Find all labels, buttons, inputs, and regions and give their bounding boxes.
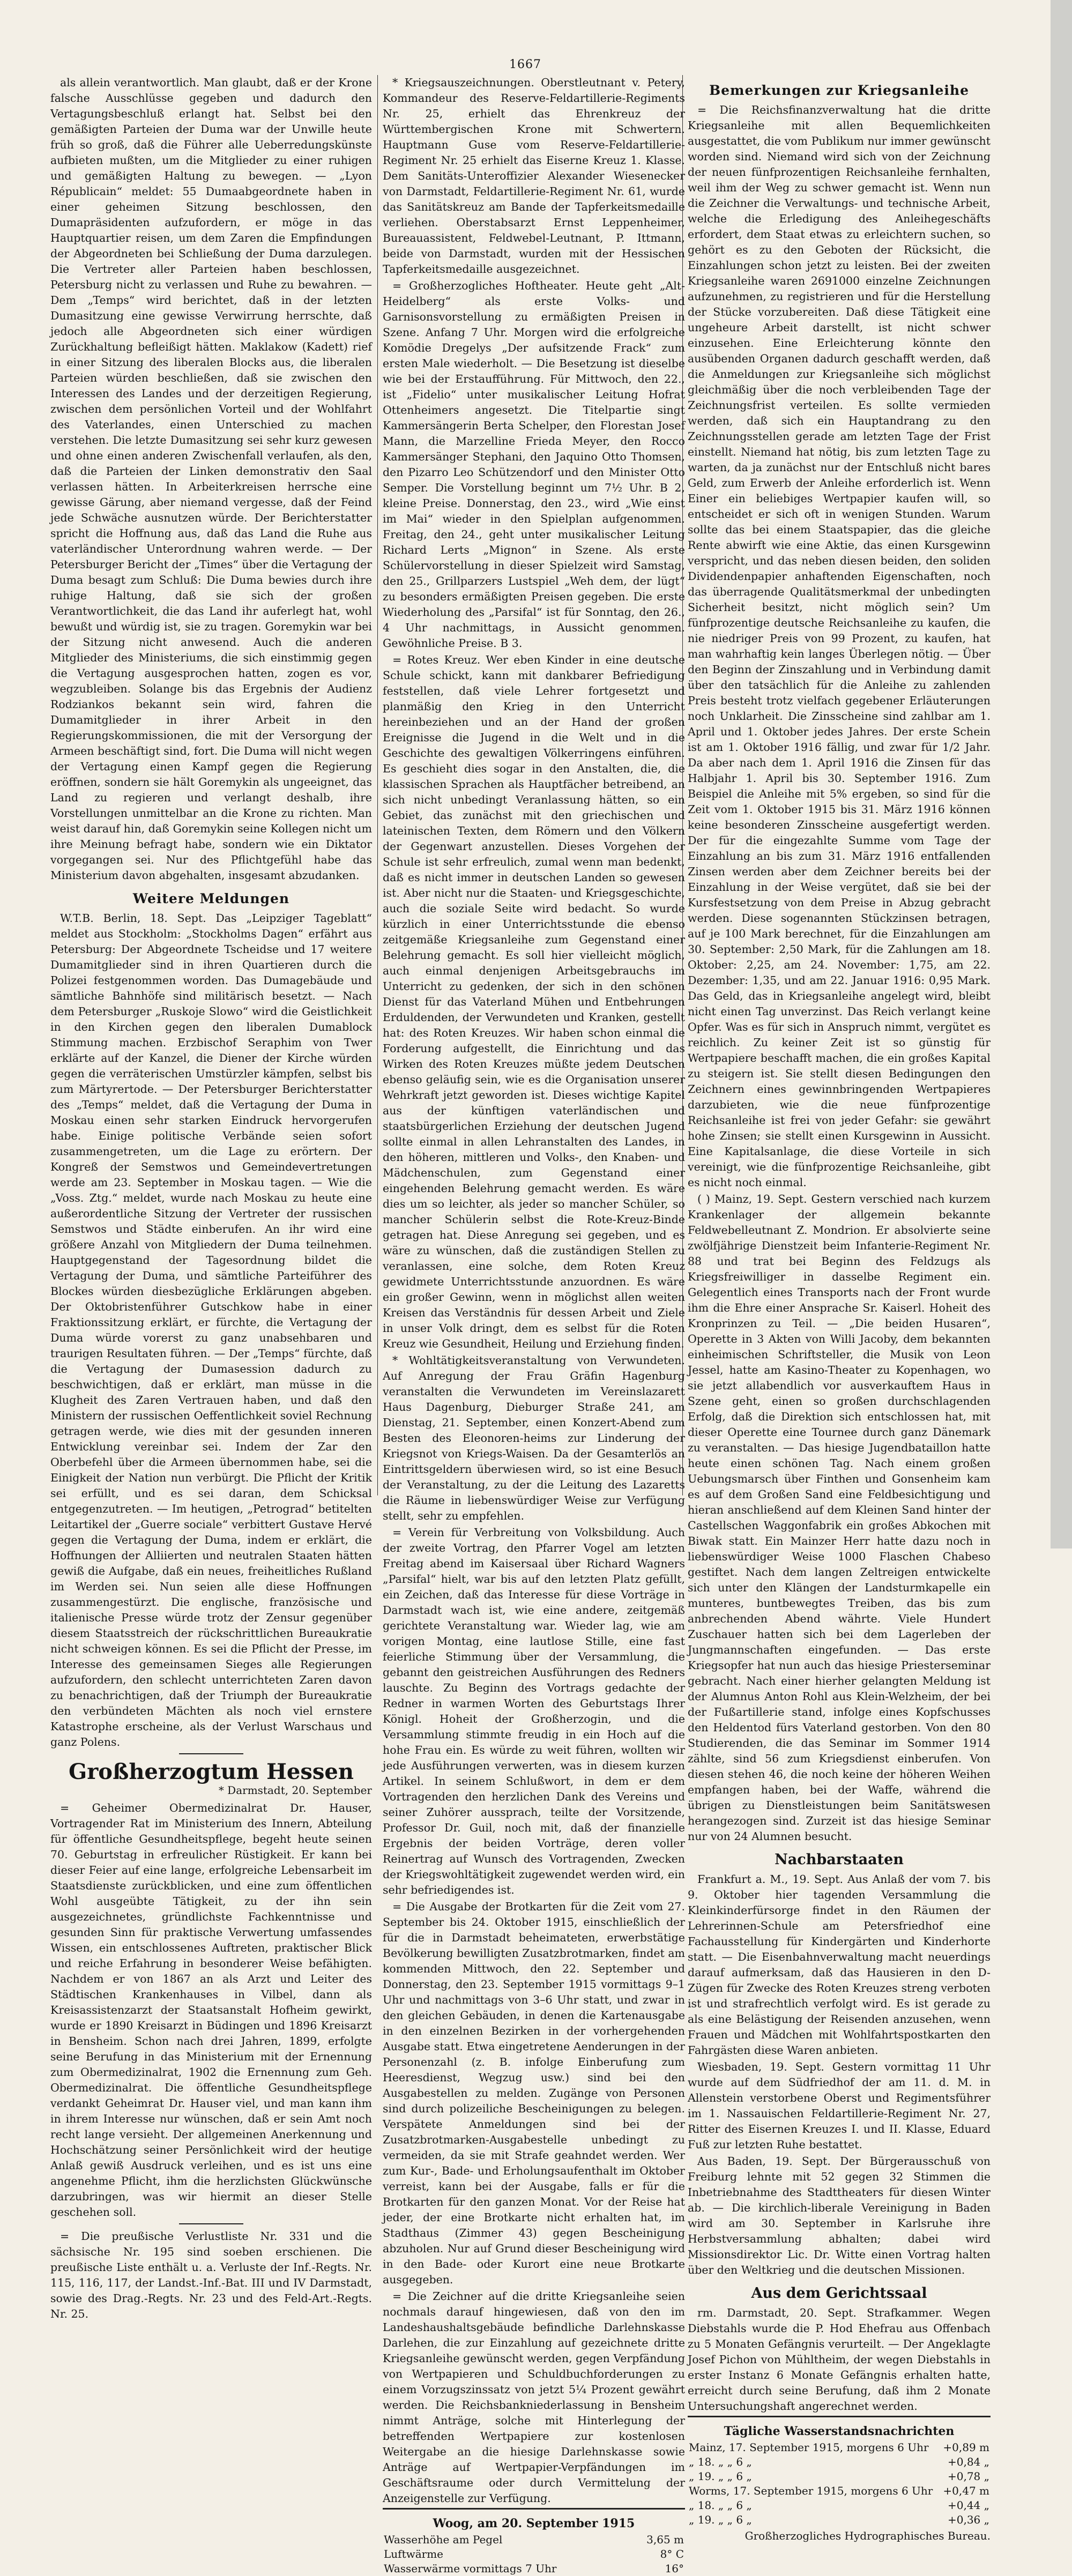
woog-value: 16°: [665, 2562, 684, 2575]
article-mainz: ( ) Mainz, 19. Sept. Gestern verschied nach kurzem Krankenlager der allgemein bekannte Feldwebelleutnant Z. Mondrion. Er absolvierte seine zwölfjährige Dienstzeit beim Infanterie-Regiment Nr. 88 und trat bei Beginn des Feldzugs als Kriegsfreiwilliger in dasselbe Regiment ein. Gelegentlich eines Transports nach der Front wurde ihm die Ehre einer Ansprache Sr. Kaiserl. Hoheit des Kronprinzen zu Teil. — „Die beiden Husaren“, Operette in 3 Akten von Willi Jacoby, dem bekannten einheimischen Schriftsteller, die Musik von Leon Jessel, hatte am Kasino-Theater zu Kopenhagen, wo sie jetzt allabendlich vor ausverkauftem Haus in Szene geht, einen so großen durchschlagenden Erfolg, daß die Direktion sich entschlossen hat, mit dieser Operette eine Tournee durch ganz Dänemark zu veranstalten. — Das hiesige Jugendbataillon hatte heute einen schönen Tag. Nach einem großen Uebungsmarsch über Finthen und Gonsenheim kam es auf dem Großen Sand eine Feldbesichtigung und hieran anschließend auf dem Kleinen Sand hinter der Castellschen Waggonfabrik ein großes Abkochen mit Biwak statt. Ein Mainzer Herr hatte dazu noch in liebenswürdiger Weise 1000 Flaschen Chabeso gestiftet. Nach dem langen Zeltreigen entwickelte sich unter den Klängen der Landsturmkapelle ein munteres, buntbewegtes Treiben, das bis zum anbrechenden Abend währte. Viele Hundert Zuschauer hatten sich bei dem Lagerleben der Jungmannschaften eingefunden. — Das erste Kriegsopfer hat nun auch das hiesige Priesterseminar gebracht. Nach einer hierher gelangten Meldung ist der Alumnus Anton Rohl aus Klein-Welzheim, der bei der Fußartillerie stand, infolge eines Kopfschusses den Heldentod fürs Vaterland gestorben. Von den 80 Studierenden, die das Seminar im Sommer 1914 zählte, sind 56 zum Kriegsdienst einberufen. Von diesen stehen 46, die noch keine der höheren Weihen empfangen haben, bei der Waffe, während die übrigen zu Dienstleistungen beim Sanitätswesen herangezogen sind. Zurzeit ist das hiesige Seminar nur von 24 Alumnen besucht.: [688, 1193, 991, 1843]
article-kriegsanleihe: = Die Reichsfinanzverwaltung hat die dritte Kriegsanleihe mit allen Bequemlichkeiten ausgestattet, die vom Publikum nur immer gewünscht worden sind. Niemand wird sich von der Zeichnung der neuen fünfprozentigen Reichsanleihe fernhalten, weil ihm der Weg zu schwer gemacht ist. Wenn nun die Zeichner die Verwaltungs- und technische Arbeit, welche die Erledigung des Anleihegeschäfts erfordert, dem Staat etwas zu erleichtern suchen, so gehört es zu den Geboten der Rücksicht, die Einzahlungen schon jetzt zu leisten. Bei der zweiten Kriegsanleihe waren 2691000 einzelne Zeichnungen aufzunehmen, zu registrieren und für die Herstellung der Stücke vorzubereiten. Daß diese Tätigkeit eine ungeheure Arbeit darstellt, ist nicht schwer einzusehen. Eine Erleichterung könnte den ausübenden Organen dadurch geschafft werden, daß die Anmeldungen zur Kriegsanleihe sich möglichst gleichmäßig über die noch verbleibenden Tage der Zeichnungsfrist verteilen. Es sollte vermieden werden, daß sich ein Hauptandrang zu den Zeichnungsstellen gerade am letzten Tage der Frist einstellt. Niemand hat nötig, bis zum letzten Tage zu warten, da ja zunächst nur der Entschluß nicht bares Geld, zum Erwerb der Anleihe erforderlich ist. Wenn Einer ein beliebiges Wertpapier kaufen will, so entscheidet er sich oft in wenigen Stunden. Warum sollte das bei einem Staatspapier, das die gleiche Rente abwirft wie eine Aktie, das einen Kursgewinn verspricht, und das neben diesen beiden, den soliden Dividendenpapier anhaftenden Eigenschaften, noch das überragende Qualitätsmerkmal der unbedingten Sicherheit besitzt, nicht möglich sein? Um fünfprozentige deutsche Reichsanleihe zu kaufen, die nie niedriger Preis von 99 Prozent, zu kaufen, hat man wahrhaftig kein langes Überlegen nötig. — Über den Beginn der Zinszahlung und in Verbindung damit über den tatsächlich für die Anleihe zu zahlenden Preis besteht trotz vielfach gegebener Erläuterungen noch Unklarheit. Die Zinsscheine sind zahlbar am 1. April und 1. Oktober jedes Jahres. Der erste Schein ist am 1. Oktober 1916 fällig, und zwar für 1/2 Jahr. Da aber nach dem 1. April 1916 die Zinsen für das Halbjahr 1. April bis 30. September 1916. Zum Beispiel die Anleihe mit 5% ergeben, so sind für die Zeit vom 1. Oktober 1915 bis 31. März 1916 können keine besonderen Zinsscheine ausgefertigt werden. Der für die eingezahlte Summe vom Tage der Einzahlung an bis zum 31. März 1916 entfallenden Zinsen werden aber dem Zeichner bereits bei der Einzahlung in der Weise vergütet, daß sie bei der Kursfestsetzung von dem Preise in Abzug gebracht werden. Diese sogenannten Stückzinsen betragen, auf je 100 Mark berechnet, für die Einzahlungen am 30. September: 2,50 Mark, für die Zahlungen am 18. Oktober: 2,25, am 24. November: 1,75, am 22. Dezember: 1,35, und am 22. Januar 1916: 0,95 Mark. Das Geld, das in Kriegsanleihe angelegt wird, bleibt nicht einen Tag unverzinst. Das Reich verlangt keine Opfer. Was es für sich in Anspruch nimmt, vergütet es reichlich. Zu keiner Zeit ist so günstig für Wertpapiere beschafft machen, die ein großes Kapital zu steigern ist. Sie stellt diesen Bedingungen den Zeichnern eines gewinnbringenden Wertpapieres darzubieten, wie die neue fünfprozentige Reichsanleihe ist frei von jeder Gefahr: sie gewährt hohe Zinsen; sie stellt einen Kursgewinn in Aussicht. Eine Kapitalsanlage, die diese Vorteile in sich vereinigt, wie die fünfprozentige Reichsanleihe, gibt es nicht noch einmal.: [688, 103, 991, 1189]
water-level-credit: Großherzogliches Hydrographisches Bureau.: [745, 2529, 991, 2542]
divider: [179, 1753, 243, 1754]
article-wohltaetigkeit: * Wohltätigkeitsveranstaltung von Verwundeten. Auf Anregung der Frau Gräfin Hagenburg veranstalten die Verwundeten im Vereinslazarett Haus Dagenburg, Dieburger Straße 241, am Dienstag, 21. September, einen Konzert-Abend zum Besten des Eleonoren-heims zur Linderung der Kriegsnot von Kriegs-Waisen. Da der Gesamterlös an Eintrittsgeldern überwiesen wird, so ist eine Besuch der Veranstaltung, zu der die Leitung des Lazaretts die Räume in liebenswürdiger Weise zur Verfügung stellt, sehr zu empfehlen.: [383, 1354, 685, 1522]
divider: [179, 2223, 243, 2224]
water-value: +0,84 „: [947, 2455, 989, 2468]
water-value: +0,89 m: [943, 2441, 989, 2454]
column-left: [50, 75, 372, 2320]
water-level-title: Tägliche Wasserstandsnachrichten: [724, 2424, 955, 2438]
woog-label: Wasserhöhe am Pegel: [384, 2533, 503, 2546]
water-place: „ 19. „ „ 6 „: [689, 2513, 752, 2526]
headline-kriegsanleihe: Bemerkungen zur Kriegsanleihe: [709, 83, 969, 98]
article-zeichner: = Die Zeichner auf die dritte Kriegsanleihe seien nochmals darauf hingewiesen, daß von den im Landeshaushaltsgebäude befindliche Darlehnskasse Darlehen, die zur Einzahlung auf gezeichnete dritte Kriegsanleihe gewünscht werden, gegen Verpfändung von Wertpapieren und Schuldbuchforderungen zu einem Vorzugszinssatz von jetzt 5¼ Prozent gewährt werden. Die Reichsbankniederlassung in Bensheim nimmt Anträge, solche mit Hinterlegung der betreffenden Wertpapiere zur kostenlosen Weitergabe an die hiesige Darlehnskasse sowie Anträge auf Wertpapier-Verpfändungen im Geschäftsraume oder durch Vermittelung der Anzeigenstelle zur Verfügung.: [383, 2290, 685, 2505]
table-row: [688, 2498, 991, 2513]
table-row: [688, 2513, 991, 2527]
water-value: +0,47 m: [943, 2484, 989, 2497]
water-place: „ 18. „ „ 6 „: [689, 2499, 752, 2512]
table-row: [688, 2484, 991, 2498]
article-brotkarten: = Die Ausgabe der Brotkarten für die Zeit vom 27. September bis 24. Oktober 1915, einschließlich der für die in Darmstadt beheimateten, erwerbstätige Bevölkerung bewilligten Zusatzbrotmarken, findet am kommenden Mittwoch, den 22. September und Donnerstag, den 23. September 1915 vormittags 9–1 Uhr und nachmittags von 3–6 Uhr statt, und zwar in den gleichen Gebäuden, in denen die Kartenausgabe in den einzelnen Bezirken in der vorhergehenden Ausgabe statt. Etwa eingetretene Aenderungen in der Personenzahl (z. B. infolge Einberufung zum Heeresdienst, Wegzug usw.) sind bei den Ausgabestellen zu melden. Zugänge von Personen sind durch polizeiliche Bescheinigungen zu belegen. Verspätete Anmeldungen sind bei der Zusatzbrotmarken-Ausgabestelle unbedingt zu vermeiden, da sie mit Strafe geahndet werden. Wer zum Kur-, Bade- und Erholungsaufenthalt im Oktober verreist, kann bei der Ausgabe, falls er für die Brotkarten für den ganzen Monat. Vor der Reise hat jeder, der eine Brotkarte nicht erhalten hat, im Stadthaus (Zimmer 43) gegen Bescheinigung abzuholen. Nur auf Grund dieser Bescheinigung wird in den Bade- oder Kurort eine neue Brotkarte ausgegeben.: [383, 1900, 685, 2286]
article-baden: Aus Baden, 19. Sept. Der Bürgerausschuß von Freiburg lehnte mit 52 gegen 32 Stimmen die Inbetriebnahme des Stadttheaters für diesen Winter ab. — Die kirchlich-liberale Vereinigung in Baden wird am 30. September in Karlsruhe ihre Herbstversammlung abhalten; dabei wird Missionsdirektor Lic. Dr. Witte einen Vortrag halten über den Weltkrieg und die deutschen Missionen.: [688, 2155, 991, 2276]
water-place: Worms, 17. September 1915, morgens 6 Uhr: [689, 2484, 933, 2497]
article-volksbildung: = Verein für Verbreitung von Volksbildung. Auch der zweite Vortrag, den Pfarrer Vogel am letzten Freitag abend im Kaisersaal über Richard Wagners „Parsifal“ hielt, war bis auf den letzten Platz gefüllt, ein Zeichen, daß das Interesse für diese Vorträge in Darmstadt wach ist, wie eine andere, zeitgemäß gerichtete Veranstaltung war. Wieder lag, wie am vorigen Montag, eine lautlose Stille, eine fast feierliche Stimmung über der Versammlung, die gebannt den geistreichen Ausführungen des Redners lauschte. Zu Beginn des Vortrags gedachte der Redner in warmen Worten des Geburtstags Ihrer Königl. Hoheit der Großherzogin, und die Versammlung stimmte freudig in ein Hoch auf die hohe Frau ein. Es würde zu weit führen, wollten wir jede Ausführungen verwerten, was in diesem kurzen Artikel. In seinem Schlußwort, in dem er dem Vortragenden den herzlichen Dank des Vereins und seiner Zuhörer aussprach, teilte der Vorsitzende, Professor Dr. Guil, noch mit, daß der finanzielle Ergebnis der beiden Vorträge, deren voller Reinertrag auf Wunsch des Vortragenden, Zwecken der Kriegswohltätigkeit zugewendet werden wird, ein sehr befriedigendes ist.: [383, 1526, 685, 1896]
woog-value: 8° C: [660, 2548, 684, 2560]
headline-nachbarstaaten: Nachbarstaaten: [775, 1851, 904, 1868]
article-wiesbaden: Wiesbaden, 19. Sept. Gestern vormittag 11 Uhr wurde auf dem Südfriedhof der am 11. d. M. in Allenstein verstorbene Oberst und Regimentsführer im 1. Nassauischen Feldartillerie-Regiment Nr. 27, Ritter des Eisernen Kreuzes I. und II. Klasse, Eduard Fuß zur letzten Ruhe bestattet.: [688, 2060, 991, 2151]
woog-label: Luftwärme: [384, 2548, 444, 2560]
water-value: +0,36 „: [947, 2513, 989, 2526]
table-row: [383, 2547, 685, 2562]
table-row: [688, 2440, 991, 2455]
dateline-darmstadt: * Darmstadt, 20. September: [218, 1784, 372, 1797]
divider-thick: [688, 2416, 991, 2417]
article-frankfurt: Frankfurt a. M., 19. Sept. Aus Anlaß der vom 7. bis 9. Oktober hier tagenden Versammlung die Kleinkinderfürsorge findet in den Räumen der Lehrerinnen-Schule am Petersfriedhof eine Fachausstellung für Kindergärten und Kinderhorte statt. — Die Eisenbahnverwaltung macht neuerdings darauf aufmerksam, daß das Hausieren in den D-Zügen für Zwecke des Roten Kreuzes streng verboten ist und strafrechtlich verfolgt wird. Es ist gerade zu als eine Belästigung der Reisenden anzusehen, wenn Frauen und Mädchen mit Wohlfahrtspostkarten den Fahrgästen diese Waren anbieten.: [688, 1873, 991, 2057]
duma-report-continuation: als allein verantwortlich. Man glaubt, daß er der Krone falsche Ausschlüsse gegeben und dadurch den Vertagungsbeschluß erlangt hat. Selbst bei den gemäßigten Parteien der Duma war der Unwille heute früh so groß, daß die Führer alle Ueberredungskünste aufbieten mußten, um die Mitglieder zu einer ruhigen und gemäßigten Haltung zu bewegen. — „Lyon Républicain“ meldet: 55 Dumaabgeordnete haben in einer geheimen Sitzung beschlossen, den Dumapräsidenten aufzufordern, er möge in das Hauptquartier reisen, um dem Zaren die Empfindungen der Abgeordneten bei Schließung der Duma darzulegen. Die Vertreter aller Parteien haben beschlossen, Petersburg nicht zu verlassen und Ruhe zu bewahren. — Dem „Temps“ wird berichtet, daß in der letzten Dumasitzung eine gewisse Verwirrung herrschte, daß jedoch alle Abgeordneten sich einer würdigen Zurückhaltung befleißigt hätten. Maklakow (Kadett) rief in einer Sitzung des liberalen Blocks aus, die liberalen Parteien würden beschließen, daß sie zwischen den Interessen des Landes und der derzeitigen Regierung, zwischen dem persönlichen Vorteil und der Wohlfahrt des Vaterlandes, einen Unterschied zu machen verstehen. Die letzte Dumasitzung sei sehr kurz gewesen und ohne einen anderen Zwischenfall verlaufen, als den, daß die Parteien der Linken demonstrativ den Saal verlassen hätten. In Arbeiterkreisen herrsche eine gewisse Gärung, aber niemand vergesse, daß der Feind jede Schwäche ausnutzen würde. Der Berichterstatter spricht die Hoffnung aus, daß das Land die Ruhe aus vaterländischer Unterordnung wahren werde. — Der Petersburger Bericht der „Times“ über die Vertagung der Duma besagt zum Schluß: Die Duma bewies durch ihre ruhige Haltung, daß sie sich der großen Verantwortlichkeit, die das Land ihr auferlegt hat, wohl bewußt und würdig ist, sie zu tragen. Goremykin war bei der Sitzung nicht anwesend. Auch die anderen Mitglieder des Ministeriums, die sich einstimmig gegen die Vertagung ausgesprochen hatten, zogen es vor, wegzubleiben. Solange bis das Ergebnis der Audienz Rodziankos bekannt sein wird, fahren die Dumamitglieder in ihrer Arbeit in den Regierungskommissionen, die mit der Versorgung der Armeen beschäftigt sind, fort. Die Duma will nicht wegen der Vertagung einen Kampf gegen die Regierung eröffnen, sondern sie hält Goremykin als ungeeignet, das Land zu regieren und verlangt deshalb, ihre Vorstellungen unmittelbar an die Krone zu richten. Man weist darauf hin, daß Goremykin seine Kollegen nicht um ihre Meinung befragt habe, sondern wie ein Diktator vorgegangen sei. Nur des Pflichtgefühl habe das Ministerium davon abgehalten, insgesamt abzudanken.: [50, 76, 372, 882]
berlin-report: W.T.B. Berlin, 18. Sept. Das „Leipziger Tageblatt“ meldet aus Stockholm: „Stockholms Dagen“ erfährt aus Petersburg: Der Abgeordnete Tscheidse und 17 weitere Dumamitglieder sind in ihren Quartieren durch die Polizei festgenommen worden. Das Dumagebäude und sämtliche Bahnhöfe sind militärisch besetzt. — Nach dem Petersburger „Ruskoje Slowo“ wird die Geistlichkeit in den Kirchen gegen den liberalen Dumablock Stimmung machen. Erzbischof Seraphim von Twer erklärte auf der Kanzel, die Diener der Kirche würden gegen die verräterischen Umstürzler kämpfen, selbst bis zum Märtyrertode. — Der Petersburger Berichterstatter des „Temps“ meldet, daß die Vertagung der Duma in Moskau einen sehr starken Eindruck hervorgerufen habe. Einige politische Verbände seien sofort zusammengetreten, um die Lage zu erörtern. Der Kongreß der Semstwos und Gemeindevertretungen werde am 23. September in Moskau tagen. — Wie die „Voss. Ztg.“ meldet, wurde nach Moskau zu heute eine außerordentliche Sitzung der Vertreter der russischen Semstwos und Städte einberufen. An ihr wird eine größere Anzahl von Mitgliedern der Duma teilnehmen. Hauptgegenstand der Tagesordnung bildet die Vertagung der Duma, und sämtliche Parteiführer des Blockes würden diesbezügliche Erklärungen abgeben. Der Oktobristenführer Gutschkow habe in einer Fraktionssitzung erklärt, er fürchte, die Vertagung der Duma würde vorerst zu ganz unabsehbaren und traurigen Resultaten führen. — Der „Temps“ fürchte, daß die Vertagung der Dumasession dadurch zu beschwichtigen, daß er erklärt, man müsse in die Klugheit des Zaren Vertrauen haben, und daß den Ministern der russischen Oeffentlichkeit soviel Rechnung getragen werde, wie dies mit der gesunden inneren Entwicklung vereinbar sei. Indem der Zar den Oberbefehl über die Armeen übernommen habe, sei die Einigkeit der Nation nun verbürgt. Die Pflicht der Kritik sei erfüllt, und es sei daran, dem Schicksal entgegenzutreten. — Im heutigen, „Petrograd“ betitelten Leitartikel der „Guerre sociale“ verbittert Gustave Hervé gegen die Vertagung der Duma, indem er erklärt, die Hoffnungen der Alliierten und neutralen Staaten hätten gewiß die Aufgabe, daß ein neues, freiheitliches Rußland im Werden sei. Nun seien alle diese Hoffnungen zusammengestürzt. Die englische, französische und italienische Presse würde trotz der Zensur gegenüber diesem Staatsstreich der rückschrittlichen Bureaukratie nicht schweigen können. Es sei die Pflicht der Presse, im Interesse des gemeinsamen Sieges alle Regierungen aufzufordern, den schlecht unterrichteten Zaren davon zu benachrichtigen, daß der Triumph der Bureaukratie den verbündeten Mächten als noch viel ernstere Katastrophe erscheine, als der Verlust Warschaus und ganz Polens.: [50, 912, 372, 1748]
water-value: +0,78 „: [947, 2470, 989, 2483]
article-verlustliste: = Die preußische Verlustliste Nr. 331 und die sächsische Nr. 195 sind soeben erschienen. Die preußische Liste enthält u. a. Verluste der Inf.-Regts. Nr. 115, 116, 117, der Landst.-Inf.-Bat. III und IV Darmstadt, sowie des Drag.-Regts. Nr. 23 und des Feld-Art.-Regts. Nr. 25.: [50, 2230, 372, 2320]
table-row: [688, 2455, 991, 2469]
woog-title: Woog, am 20. September 1915: [433, 2517, 635, 2530]
headline-grossherzogtum-hessen: Großherzogtum Hessen: [69, 1759, 354, 1784]
table-row: [383, 2533, 685, 2547]
headline-gerichtssaal: Aus dem Gerichtssaal: [751, 2285, 927, 2302]
woog-table: [383, 2533, 685, 2576]
article-strafkammer: rm. Darmstadt, 20. Sept. Strafkammer. Wegen Diebstahls wurde die P. Hod Ehefrau aus Offenbach zu 5 Monaten Gefängnis verurteilt. — Der Angeklagte Josef Pichon von Mühltheim, der wegen Diebstahls in erster Instanz 6 Monate Gefängnis erhalten hatte, erreicht durch seine Berufung, daß ihm 2 Monate Untersuchungshaft angerechnet werden.: [688, 2306, 991, 2413]
water-level-table: [688, 2440, 991, 2527]
page-number: 1667: [509, 58, 541, 71]
woog-value: 3,65 m: [646, 2533, 684, 2546]
column-rule-1: [377, 75, 378, 1495]
article-kriegsauszeichnungen: * Kriegsauszeichnungen. Oberstleutnant v. Petery, Kommandeur des Reserve-Feldartillerie-Regiments Nr. 25, erhielt das Ehrenkreuz der Württembergischen Krone mit Schwertern. Hauptmann Guse vom Reserve-Feldartillerie-Regiment Nr. 25 erhielt das Eiserne Kreuz 1. Klasse. Dem Sanitäts-Unteroffizier Alexander Wiesenecker von Darmstadt, Feldartillerie-Regiment Nr. 61, wurde das Sanitätskreuz am Bande der Tapferkeitsmedaille verliehen. Oberstabsarzt Ernst Leppenheimer, Bureauassistent, Feldwebel-Leutnant, P. Ittmann, beide von Darmstadt, wurden mit der Hessischen Tapferkeitsmedaille ausgezeichnet.: [383, 76, 685, 276]
water-place: Mainz, 17. September 1915, morgens 6 Uhr: [689, 2441, 929, 2454]
article-hoftheater: = Großherzogliches Hoftheater. Heute geht „Alt-Heidelberg“ als erste Volks- und Garnisonsvorstellung zu ermäßigten Preisen in Szene. Anfang 7 Uhr. Morgen wird die erfolgreiche Komödie Dregelys „Der aufsitzende Frack“ zum ersten Male wiederholt. — Die Besetzung ist dieselbe wie bei der Erstaufführung. Für Mittwoch, den 22., ist „Fidelio“ unter musikalischer Leitung Hofrat Ottenheimers angesetzt. Die Titelpartie singt Kammersängerin Berta Schelper, den Florestan Josef Mann, die Marzelline Frieda Meyer, den Rocco Kammersänger Stephani, den Jaquino Otto Thomsen, den Pizarro Leo Schützendorf und den Minister Otto Semper. Die Vorstellung beginnt um 7½ Uhr. B 2, kleine Preise. Donnerstag, den 23., wird „Wie einst im Mai“ wieder in den Spielplan aufgenommen. Freitag, den 24., geht unter musikalischer Leitung Richard Lerts „Mignon“ in Szene. Als erste Schülervorstellung in dieser Spielzeit wird Samstag, den 25., Grillparzers Lustspiel „Weh dem, der lügt“ zu besonders ermäßigten Preisen gegeben. Die erste Wiederholung des „Parsifal“ ist für Sonntag, den 26., 4 Uhr nachmittags, in Aussicht genommen. Gewöhnliche Preise. B 3.: [383, 279, 685, 650]
table-row: [383, 2562, 685, 2576]
table-row: [688, 2469, 991, 2484]
water-place: „ 18. „ „ 6 „: [689, 2455, 752, 2468]
scan-edge-strip: [1051, 0, 1072, 1548]
article-obermedizinalrat: = Geheimer Obermedizinalrat Dr. Hauser, Vortragender Rat im Ministerium des Innern, Abteilung für öffentliche Gesundheitspflege, begeht heute seinen 70. Geburtstag in erfreulicher Rüstigkeit. Er kann bei dieser Feier auf eine lange, erfolgreiche Lebensarbeit im Staatsdienste zurückblicken, und eine zum öffentlichen Wohl ausgeübte Tätigkeit, zu der ihn sein ausgezeichnetes, gründlichste Fachkenntnisse und gesunden Sinn für praktische Verwertung umfassendes Wissen, ein entschlossenes Auftreten, praktischer Blick und reiche Erfahrung in besonderer Weise befähigten. Nachdem er von 1867 an als Arzt und Leiter des Städtischen Krankenhauses in Vilbel, dann als Kreisassistenzarzt der Staatsanstalt Hofheim gewirkt, wurde er 1890 Kreisarzt in Büdingen und 1896 Kreisarzt in Bensheim. Schon nach drei Jahren, 1899, erfolgte seine Berufung in das Ministerium mit der Ernennung zum Obermedizinalrat, 1902 die Ernennung zum Geh. Obermedizinalrat. Die öffentliche Gesundheitspflege verdankt Geheimrat Dr. Hauser viel, und man kann ihm in ihrem Interesse nur wünschen, daß er sein Amt noch recht lange versieht. Der allgemeinen Anerkennung und Hochschätzung seiner Persönlichkeit wird der heutige Anlaß gewiß Ausdruck verleihen, und es ist uns eine angenehme Pflicht, ihm die herzlichsten Glückwünsche darzubringen, was wir hiermit an dieser Stelle geschehen soll.: [50, 1801, 372, 2218]
woog-label: Wasserwärme vormittags 7 Uhr: [384, 2562, 557, 2575]
column-middle: [383, 75, 685, 2575]
article-rotes-kreuz: = Rotes Kreuz. Wer eben Kinder in eine deutsche Schule schickt, kann mit dankbarer Befriedigung feststellen, daß viele Lehrer fortgesetzt und planmäßig den Krieg in den Unterricht hereinbeziehen und an der Hand der großen Ereignisse die Jugend in die Welt und in die Geschichte des gewaltigen Völkerringens einführen. Es geschieht dies sogar in den Anstalten, die, die klassischen Sprachen als Hauptfächer betreibend, an sich nicht unbedingt Veranlassung hätten, so ein Gebiet, das zunächst mit den griechischen und lateinischen Texten, dem Römern und den Völkern der Gegenwart anzustellen. Dieses Vorgehen der Schule ist sehr erfreulich, zumal wenn man bedenkt, daß es nicht immer in deutschen Landen so gewesen ist. Aber nicht nur die Staaten- und Kriegsgeschichte, auch die soziale Seite wird bedacht. So wurde kürzlich in einer Unterrichtsstunde die ebenso zeitgemäße Kriegsanleihe zum Gegenstand einer Belehrung gemacht. Es soll hier vielleicht möglich, auch einmal denjenigen Arbeitsgebrauchs im Unterricht zu gedenken, der sich in den schönen Dienst für das Vaterland Mühen und Entbehrungen Erduldenden, der Verwundeten und Kranken, gestellt hat: des Roten Kreuzes. Wir haben schon einmal die Forderung aufgestellt, die Einrichtung und das Wirken des Roten Kreuzes müßte jedem Deutschen ebenso geläufig sein, wie es die Organisation unserer Wehrkraft jetzt geworden ist. Dieses wichtige Kapitel aus der künftigen vaterländischen und staatsbürgerlichen Erziehung der deutschen Jugend sollte einmal in allen Lehranstalten des Landes, in den höheren, mittleren und Volks-, den Knaben- und Mädchenschulen, zum Gegenstand einer eingehenden Belehrung gemacht werden. Es wäre dies um so leichter, als jeder so mancher Schüler, so mancher Schülerin selbst die Rote-Kreuz-Binde getragen hat. Diese Anregung sei gegeben, und es wäre zu wünschen, daß die zuständigen Stellen zu veranlassen, eine solche, dem Roten Kreuz gewidmete Unterrichtsstunde anzuordnen. Es wäre ein großer Gewinn, wenn in möglichst allen weiten Kreisen das Verständnis für dessen Arbeit und Ziele in unser Volk dringt, dem es selbst für die Roten Kreuz wie Gesundheit, Heilung und Erziehung finden.: [383, 653, 685, 1350]
water-value: +0,44 „: [947, 2499, 989, 2512]
water-place: „ 19. „ „ 6 „: [689, 2470, 752, 2483]
divider-thick: [383, 2508, 685, 2510]
column-right: [688, 75, 991, 2542]
headline-weitere-meldungen: Weitere Meldungen: [132, 891, 290, 906]
